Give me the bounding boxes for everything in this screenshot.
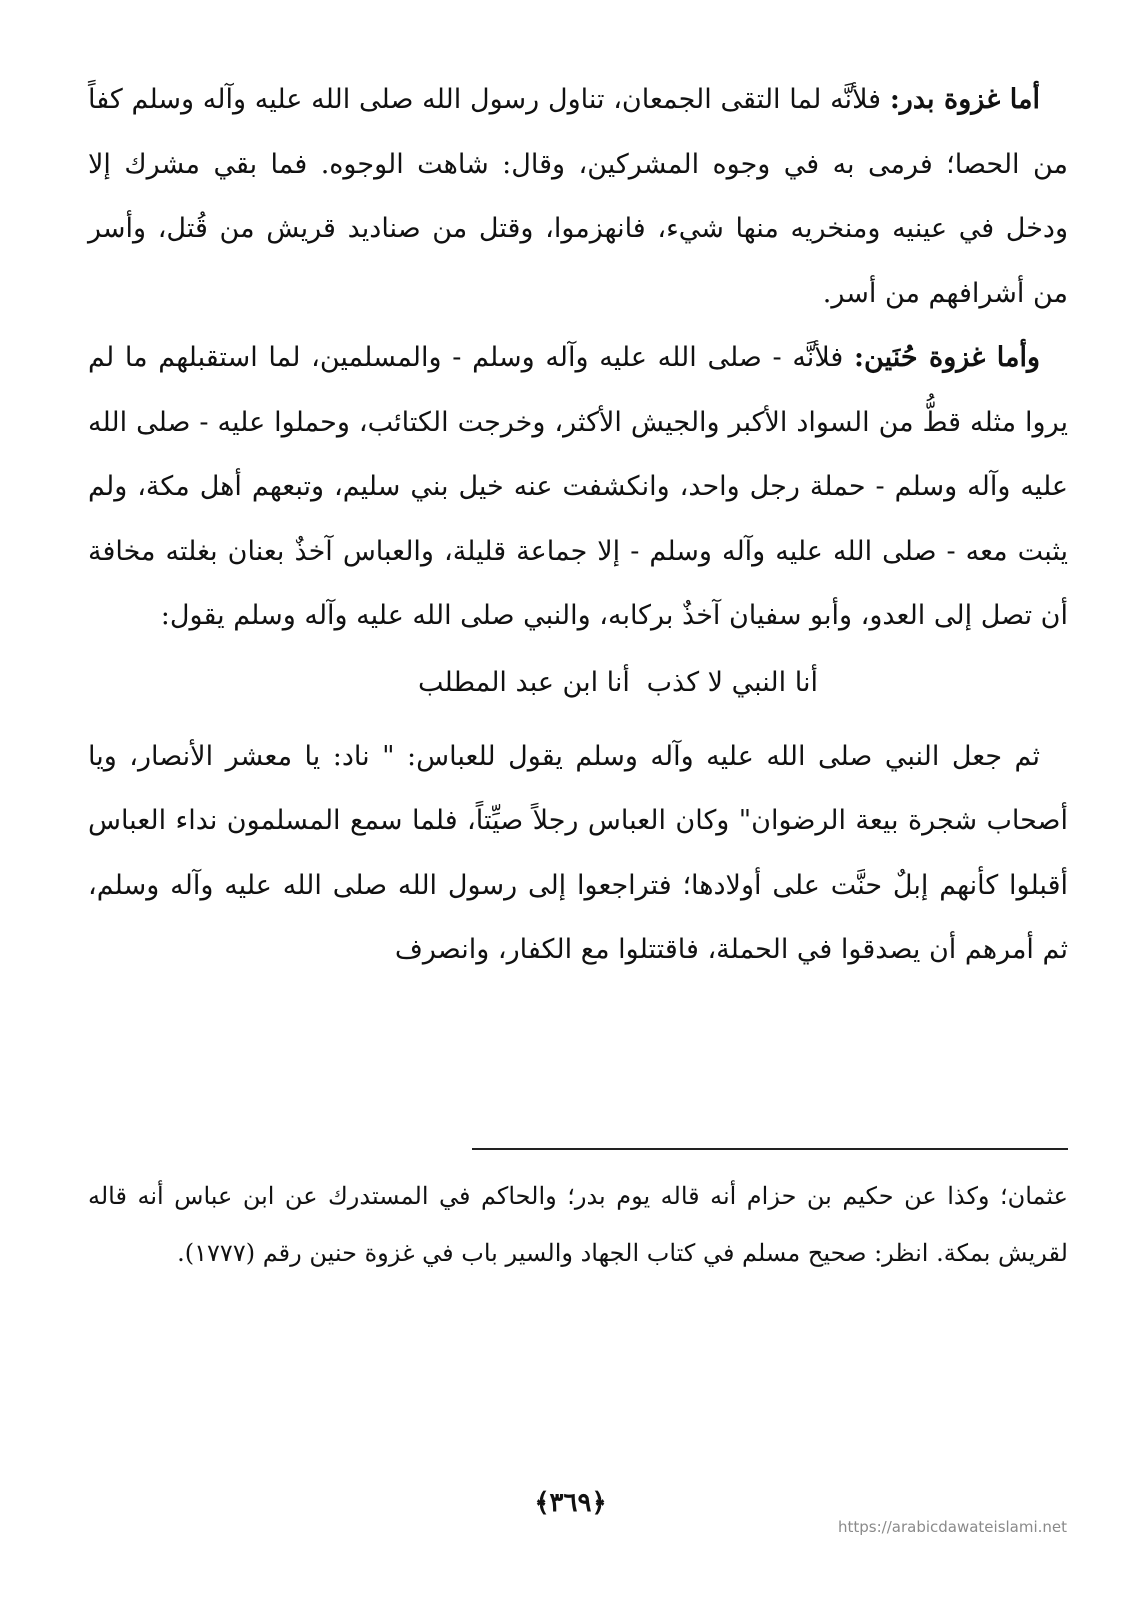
page-number: ﴿٣٦٩﴾: [534, 1488, 607, 1518]
poetry-verse: [88, 651, 1068, 721]
footnote: [88, 1168, 1068, 1282]
paragraph-lead: وأما غزوة حُنَين:: [854, 342, 1040, 373]
verse-first-hemistich: أنا النبي لا كذب: [646, 666, 818, 698]
watermark-url: https://arabicdawateislami.net: [838, 1518, 1068, 1536]
footnote-text: عثمان؛ وكذا عن حكيم بن حزام أنه قاله يوم بدر؛ والحاكم في المستدرك عن ابن عباس أنه قاله لقريش بمكة. انظر: صحيح مسلم في كتاب الجهاد والسير باب في غزوة حنين رقم (١٧٧٧).: [88, 1182, 1068, 1267]
paragraph-badr: [88, 68, 1068, 326]
paragraph-text: فلأنَّه - صلى الله عليه وآله وسلم - والمسلمين، لما استقبلهم ما لم يروا مثله قطُّ من السواد الأكبر والجيش الأكثر، وخرجت الكتائب، وحملوا عليه - صلى الله عليه وآله وسلم - حملة رجل واحد، وانكشفت عنه خيل بني سليم، وتبعهم أهل مكة، ولم يثبت معه - صلى الله عليه وآله وسلم - إلا جماعة قليلة، والعباس آخذٌ بعنان بغلته مخافة أن تصل إلى العدو، وأبو سفيان آخذٌ بركابه، والنبي صلى الله عليه وآله وسلم يقول:: [88, 342, 1068, 631]
verse-second-hemistich: أنا ابن عبد المطلب: [418, 666, 630, 698]
paragraph-text: ثم جعل النبي صلى الله عليه وآله وسلم يقول للعباس: " ناد: يا معشر الأنصار، ويا أصحاب شجرة بيعة الرضوان" وكان العباس رجلاً صيِّتاً، فلما سمع المسلمون نداء العباس أقبلوا كأنهم إبلٌ حنَّت على أولادها؛ فتراجعوا إلى رسول الله صلى الله عليه وآله وسلم، ثم أمرهم أن يصدقوا في الحملة، فاقتتلوا مع الكفار، وانصرف: [88, 740, 1068, 965]
paragraph-lead: أما غزوة بدر:: [889, 84, 1040, 115]
main-text: [88, 68, 1068, 983]
footnote-separator: [472, 1148, 1068, 1150]
paragraph-abbas-call: [88, 725, 1068, 983]
paragraph-hunayn: [88, 326, 1068, 649]
paragraph-text: فلأنَّه لما التقى الجمعان، تناول رسول الله صلى الله عليه وآله وسلم كفاً من الحصا؛ فرمى به في وجوه المشركين، وقال: شاهت الوجوه. فما بقي مشرك إلا ودخل في عينيه ومنخريه منها شيء، فانهزموا، وقتل من صناديد قريش من قُتل، وأسر من أشرافهم من أسر.: [88, 84, 1068, 309]
